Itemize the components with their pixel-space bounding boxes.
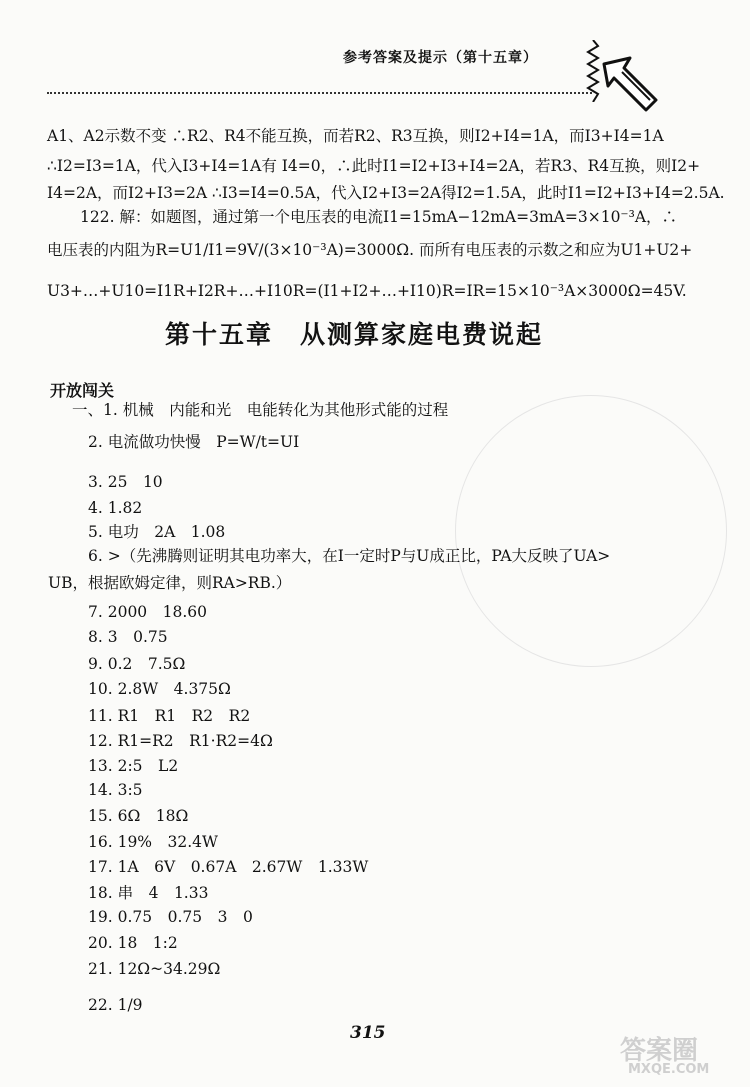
prev-answer-line-3: I4=2A，而I2+I3=2A ∴I3=I4=0.5A，代入I2+I3=2A得I2=1.5A，此时I1=I2+I3+I4=2.5A.	[47, 184, 725, 202]
answer-2-text: 2. 电流做功快慢	[88, 433, 217, 451]
answer-17: 17. 1A 6V 0.67A 2.67W 1.33W	[88, 858, 369, 876]
page-number: 315	[350, 1023, 386, 1043]
answer-19: 19. 0.75 0.75 3 0	[88, 908, 253, 926]
prev-answer-line-2: ∴I2=I3=1A，代入I3+I4=1A有 I4=0，∴此时I1=I2+I3+I4=2A，若R3、R4互换，则I2+	[47, 157, 701, 175]
answer-2-formula: P=W/t=UI	[216, 433, 300, 451]
header-dotted-rule	[47, 92, 592, 94]
answer-8: 8. 3 0.75	[88, 628, 168, 646]
answer-12: 12. R1=R2 R1·R2=4Ω	[88, 732, 273, 750]
section-heading: 开放闯关	[50, 381, 115, 400]
answer-6-line-1: 6. >（先沸腾则证明其电功率大，在I一定时P与U成正比，PA大反映了UA>	[88, 547, 611, 565]
running-header: 参考答案及提示（第十五章）	[343, 50, 538, 66]
watermark-logo: 答案圈	[620, 1036, 699, 1066]
answer-6-line-2: UB，根据欧姆定律，则RA>RB.）	[48, 574, 292, 592]
answer-22: 22. 1/9	[88, 996, 143, 1014]
answer-20: 20. 18 1:2	[88, 934, 178, 952]
answer-14: 14. 3:5	[88, 781, 143, 799]
answer-13: 13. 2:5 L2	[88, 757, 179, 775]
answer-7: 7. 2000 18.60	[88, 603, 208, 621]
watermark-url: MXQE.COM	[628, 1062, 710, 1077]
answer-2	[88, 432, 299, 452]
answer-11: 11. R1 R1 R2 R2	[88, 707, 251, 725]
answer-122-line-3: U3+…+U10=I1R+I2R+…+I10R=(I1+I2+…+I10)R=IR=15×10⁻³A×3000Ω=45V.	[47, 282, 687, 300]
answer-21: 21. 12Ω~34.29Ω	[88, 960, 221, 978]
answer-15: 15. 6Ω 18Ω	[88, 807, 189, 825]
faint-circle-mark	[455, 395, 727, 667]
answer-5: 5. 电功 2A 1.08	[88, 523, 226, 541]
answer-122-line-2: 电压表的内阻为R=U1/I1=9V/(3×10⁻³A)=3000Ω. 而所有电压表的示数之和应为U1+U2+	[47, 241, 693, 259]
answer-1: 一、1. 机械 内能和光 电能转化为其他形式能的过程	[72, 401, 449, 419]
answer-10: 10. 2.8W 4.375Ω	[88, 680, 231, 698]
answer-18: 18. 串 4 1.33	[88, 884, 209, 902]
answer-4: 4. 1.82	[88, 499, 143, 517]
answer-9: 9. 0.2 7.5Ω	[88, 655, 186, 673]
answer-16: 16. 19% 32.4W	[88, 833, 218, 851]
prev-answer-line-1: A1、A2示数不变 ∴R2、R4不能互换，而若R2、R3互换，则I2+I4=1A，而I3+I4=1A	[47, 127, 664, 145]
pointing-hand-arrow-icon	[600, 54, 660, 114]
chapter-title: 第十五章 从测算家庭电费说起	[165, 320, 544, 349]
answer-122-line-1: 122. 解：如题图，通过第一个电压表的电流I1=15mA−12mA=3mA=3×10⁻³A，∴	[80, 208, 678, 226]
answer-3: 3. 25 10	[88, 473, 163, 491]
